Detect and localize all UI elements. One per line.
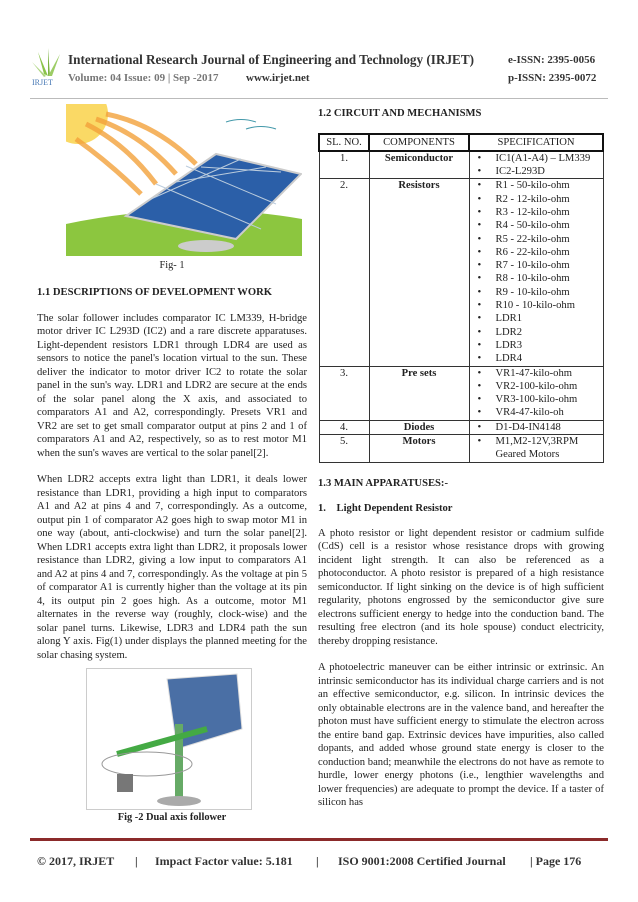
footer-impact: Impact Factor value: 5.181 [155, 854, 293, 868]
cell-spec [469, 151, 603, 179]
spec-item: • IC1(A1-A4) – LM339 [470, 152, 603, 165]
footer-divider [30, 838, 608, 841]
eissn: e-ISSN: 2395-0056 [508, 54, 596, 66]
footer-separator: | [316, 854, 319, 868]
cell-spec [469, 420, 603, 434]
spec-item: • R5 - 22-kilo-ohm [470, 233, 603, 246]
spec-item: • R9 - 10-kilo-ohm [470, 286, 603, 299]
dual-axis-figure [86, 668, 252, 810]
subheading-ldr: 1. Light Dependent Resistor [318, 503, 453, 515]
spec-item: • VR4-47-kilo-oh [470, 406, 603, 419]
cell-spec [469, 179, 603, 366]
table-row [319, 366, 603, 420]
heading-1-3: 1.3 MAIN APPARATUSES:- [318, 477, 448, 489]
spec-item: • R8 - 10-kilo-ohm [470, 272, 603, 285]
cell-component: Motors [369, 435, 469, 463]
col-header: SPECIFICATION [469, 134, 603, 151]
cell-component: Semiconductor [369, 151, 469, 179]
left-paragraph-2: When LDR2 accepts extra light than LDR1, it deals lower resistance than LDR1, providing a high input to comparators A1 and A2 at pins 4 and 7, correspondingly. As a outcome, output pin 1 of comparator A2 goes high to swap motor M1 in one way (about, anti-clockwise) and turn the solar panel[2]. When LDR1 accepts extra light than LDR2, it proposals lower resistance than LDR2, giving a low input to comparators A1 and A2 at pins 4 and 7, correspondingly. As the voltage at pin 5 of comparator A1 is currently higher than the voltage at its pin 4, its output pin 2 goes high. As a outcome, motor M1 alternates in the reverse way (roughly, clock-wise) and the solar panel turns. Likewise, LDR3 and LDR4 path the sun along Y axis. Fig(1) under displays the planned meeting for the solar chasing system. [37, 474, 307, 661]
spec-item: • LDR2 [470, 326, 603, 339]
journal-title: International Research Journal of Engineering and Technology (IRJET) [68, 52, 475, 67]
irjet-logo [30, 46, 66, 86]
footer-copyright: © 2017, IRJET [37, 854, 115, 868]
spec-item: • D1-D4-IN4148 [470, 421, 603, 434]
cell-spec [469, 366, 603, 420]
volume-info: Volume: 04 Issue: 09 | Sep -2017 [68, 72, 219, 84]
spec-item: • R4 - 50-kilo-ohm [470, 219, 603, 232]
cell-sl-no: 3. [319, 366, 369, 420]
cell-spec [469, 435, 603, 463]
spec-item: • IC2-L293D [470, 165, 603, 178]
spec-item: • LDR3 [470, 339, 603, 352]
spec-item: • VR1-47-kilo-ohm [470, 367, 603, 380]
spec-item: • R3 - 12-kilo-ohm [470, 206, 603, 219]
svg-text:IRJET: IRJET [32, 78, 53, 86]
cell-sl-no: 5. [319, 435, 369, 463]
spec-item: • VR2-100-kilo-ohm [470, 380, 603, 393]
heading-1-1: 1.1 DESCRIPTIONS OF DEVELOPMENT WORK [37, 287, 272, 298]
components-table [318, 133, 604, 463]
website-link[interactable]: www.irjet.net [246, 72, 310, 84]
heading-1-2: 1.2 CIRCUIT AND MECHANISMS [318, 108, 482, 119]
table-row [319, 179, 603, 366]
cell-component: Pre sets [369, 366, 469, 420]
solar-panel-figure [66, 104, 302, 256]
spec-item: • R6 - 22-kilo-ohm [470, 246, 603, 259]
fig1-caption: Fig- 1 [159, 260, 185, 271]
fig2-caption: Fig -2 Dual axis follower [117, 812, 227, 823]
spec-item: • R2 - 12-kilo-ohm [470, 193, 603, 206]
col-header: COMPONENTS [369, 134, 469, 151]
table-row [319, 151, 603, 179]
table-row [319, 420, 603, 434]
spec-item: • LDR4 [470, 352, 603, 365]
col-header: SL. NO. [319, 134, 369, 151]
footer-separator: | [135, 854, 138, 868]
header-divider [30, 98, 608, 99]
cell-sl-no: 4. [319, 420, 369, 434]
pissn: p-ISSN: 2395-0072 [508, 72, 597, 84]
spec-item: • R7 - 10-kilo-ohm [470, 259, 603, 272]
left-paragraph-1: The solar follower includes comparator IC LM339, H-bridge motor driver IC L293D (IC2) and a rare discrete apparatuses. Light-dependent resistors LDR1 through LDR4 are used as sensors to notice the panel's location virtual to the sun. These deliver the indicator to motor driver IC2 to rotate the solar panel in the sun's way. LDR1 and LDR2 are secure at the ends of the solar panel along the X axis, and associated to comparators A1 and A2, correspondingly. Presets VR1 and VR2 are set to get small comparator output at pins 2 and 1 of comparators A1 and A2, respectively, so as to rest motor M1 when the sun's waves are vertical to the solar panel[2]. [37, 312, 307, 459]
spec-item: • R1 - 50-kilo-ohm [470, 179, 603, 192]
cell-component: Resistors [369, 179, 469, 366]
cell-sl-no: 2. [319, 179, 369, 366]
table-row [319, 435, 603, 463]
right-paragraph-2: A photoelectric maneuver can be either intrinsic or extrinsic. An intrinsic semiconductor has its individual charge carriers and is not an effective semiconductor, e.g. silicon. In intrinsic devices the only obtainable electrons are in the valence band, and hereafter the photon must have sufficient energy to stimulate the electron across the entire band gap. Extrinsic devices have impurities, also called dopants, and added whose ground state energy is closer to the conduction band; meanwhile the electrons do not have as remote to hurdle, lower energy photons (i.e., lengthier wavelengths and lower frequencies) are adequate to prompt the device. If a taster of silicon has [318, 662, 604, 809]
spec-item: • VR3-100-kilo-ohm [470, 393, 603, 406]
spec-item: • M1,M2-12V,3RPM Geared Motors [470, 435, 603, 462]
right-paragraph-1: A photo resistor or light dependent resistor or cadmium sulfide (CdS) cell is a resistor whose resistance drops with growing incident light strength. It can also be referenced as a photoconductor. A photo resistor is prepared of a high resistance semiconductor. If light sinking on the device is of high sufficient regularity, photons engrossed by the semiconductor give sure electrons sufficient energy to hedge into the conduction band. The resulting free electron (and its hole spouse) conduct electricity, thereby dropping resistance. [318, 527, 604, 647]
spec-item: • LDR1 [470, 312, 603, 325]
cell-sl-no: 1. [319, 151, 369, 179]
cell-component: Diodes [369, 420, 469, 434]
footer-iso: ISO 9001:2008 Certified Journal [338, 854, 506, 868]
spec-item: • R10 - 10-kilo-ohm [470, 299, 603, 312]
table-header-row [319, 134, 603, 151]
footer-page: | Page 176 [530, 854, 582, 868]
